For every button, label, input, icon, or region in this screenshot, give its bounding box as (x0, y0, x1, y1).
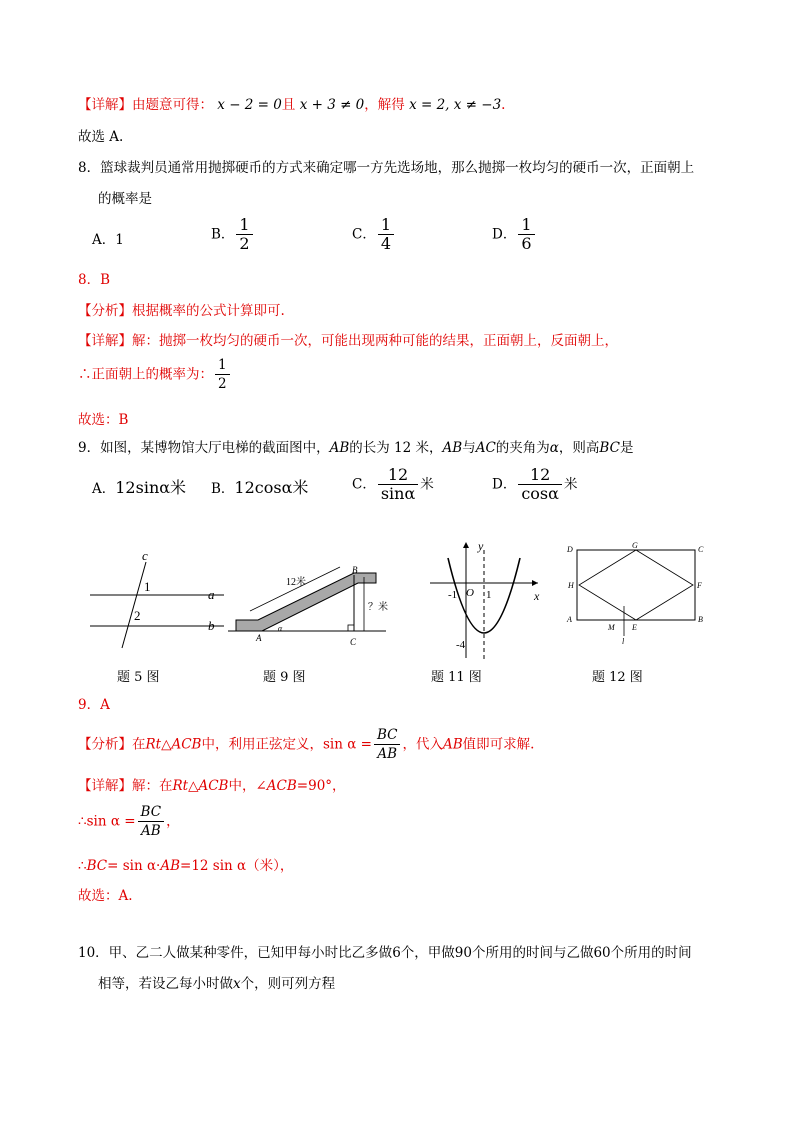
label-a: a (208, 587, 215, 602)
option-label: A． (92, 232, 116, 248)
analysis-text: 在 (132, 736, 146, 753)
q7-detail-line (78, 96, 505, 114)
analysis-text: ，代入 (402, 736, 443, 753)
q9-detail (78, 777, 346, 795)
denominator: AB (377, 746, 398, 762)
numerator: BC (138, 803, 165, 822)
rectangle-ABCD (577, 550, 695, 620)
label-H: H (568, 581, 574, 590)
figure-12 (560, 540, 710, 650)
line-c (122, 562, 146, 648)
label-neg1: -1 (448, 589, 458, 601)
fraction (138, 803, 165, 840)
analysis-text: 根据概率的公式计算即可. (132, 303, 285, 319)
label-b: b (208, 618, 215, 633)
detail-text: 中，∠ (228, 778, 267, 794)
analysis-text: 值即可求解. (462, 736, 535, 753)
label-A: A (567, 615, 572, 624)
q9-answer: 9．A (78, 697, 110, 713)
numerator: 12 (378, 466, 418, 485)
fraction (518, 466, 562, 503)
label-G: G (632, 541, 638, 550)
fraction (236, 216, 252, 253)
segment: AB (442, 440, 463, 456)
numerator: BC (374, 726, 401, 745)
number: 6 (392, 945, 401, 961)
option-value: 12cosα米 (234, 478, 309, 497)
unit: 米 (420, 476, 434, 493)
detail-tag: 【详解】 (78, 97, 132, 113)
number: 60 (593, 945, 611, 961)
figure-12-caption: 题 12 图 (592, 670, 643, 685)
denominator: AB (140, 823, 161, 839)
label-B: B (352, 565, 358, 575)
q9-option-c (352, 466, 434, 503)
segment: BC (86, 858, 108, 874)
rhombus-EFGH (579, 550, 693, 620)
q8-stem-line2: 的概率是 (98, 191, 152, 207)
fraction (518, 216, 534, 253)
denominator: sinα (380, 484, 416, 503)
label-A: A (256, 633, 262, 643)
equation: x + 3 ≠ 0 (299, 97, 365, 113)
q8-option-a (92, 231, 124, 249)
q8-answer: 8．B (78, 272, 111, 288)
denominator: 2 (239, 234, 250, 253)
analysis-text: 中，利用正弦定义，sin α = (201, 736, 372, 753)
segment: AB (160, 858, 181, 874)
option-label: B． (211, 226, 235, 243)
therefore-text: ∴正面朝上的概率为： (78, 366, 213, 383)
detail-text: 解：抛掷一枚均匀的硬币一次，可能出现两种可能的结果，正面朝上，反面朝上， (132, 333, 618, 349)
q8-option-c (352, 216, 396, 253)
fraction (374, 726, 401, 763)
option-label: C． (352, 226, 376, 243)
stem-text: 9．如图，某博物馆大厅电梯的截面图中， (78, 440, 330, 456)
analysis-tag: 【分析】 (78, 736, 132, 753)
denominator: cosα (521, 484, 559, 503)
numerator: 1 (215, 356, 230, 375)
denominator: 2 (218, 376, 227, 392)
result-equation: x = 2, x ≠ −3 (409, 97, 502, 113)
fraction (215, 356, 230, 393)
fraction (378, 466, 418, 503)
triangle: Rt△ACB (172, 778, 229, 794)
q8-option-d (492, 216, 537, 253)
detail-tag: 【详解】 (78, 778, 132, 794)
q10-stem-line2 (98, 975, 335, 993)
solve-text: ，解得 (364, 97, 405, 113)
segment: AC (475, 440, 496, 456)
stem-text: 的夹角为 (495, 440, 550, 456)
denominator: 4 (380, 234, 392, 253)
q9-stem (78, 439, 633, 457)
figure-9 (228, 555, 388, 655)
label-neg4: -4 (456, 639, 466, 651)
denominator: 6 (521, 234, 532, 253)
q7-choose: 故选 A. (78, 129, 124, 145)
equation: x − 2 = 0 (217, 97, 282, 113)
label-2: 2 (134, 608, 141, 623)
q9-option-a (92, 479, 186, 498)
q9-sine (78, 803, 180, 840)
label-c: c (142, 548, 148, 563)
stem-text: 的长为 12 米， (349, 440, 443, 456)
option-label: A． (92, 481, 116, 497)
period: . (501, 97, 506, 113)
detail-text: 解：在 (132, 778, 173, 794)
label-C: C (350, 637, 357, 647)
q8-detail (78, 332, 618, 350)
q9-analysis (78, 726, 534, 763)
stem-text: 10．甲、乙二人做某种零件，已知甲每小时比乙多做 (78, 945, 393, 961)
angle-symbol: α (549, 440, 559, 456)
option-label: B． (211, 481, 235, 497)
q8-choose: 故选：B (78, 412, 129, 428)
option-value: 1 (115, 232, 124, 248)
q8-stem-line1: 8．篮球裁判员通常用抛掷硬币的方式来确定哪一方先选场地，那么抛掷一枚均匀的硬币一次，正面朝上 (78, 160, 695, 176)
q10-stem-line1 (78, 944, 692, 962)
q8-analysis (78, 302, 285, 320)
result-text: = sin α· (107, 858, 161, 874)
figure-11 (420, 536, 550, 662)
stem-text: 个，则可列方程 (240, 976, 336, 992)
stem-text: 个，甲做 (400, 945, 455, 961)
stem-text: 相等，若设乙每小时做 (98, 976, 233, 992)
segment: BC (599, 440, 620, 456)
variable: x (233, 976, 241, 992)
detail-tag: 【详解】 (78, 333, 132, 349)
label-E: E (632, 623, 637, 632)
x-arrow (532, 580, 538, 586)
q8-option-b (211, 216, 255, 253)
angle: ACB (266, 778, 297, 794)
stem-text: ，则高 (558, 440, 600, 456)
conjunction: 且 (281, 97, 296, 113)
figure-5-caption: 题 5 图 (117, 670, 160, 685)
figure-11-caption: 题 11 图 (431, 670, 482, 685)
stem-text: 个所用的时间与乙做 (471, 945, 594, 961)
triangle: Rt△ACB (145, 736, 202, 753)
label-y: y (478, 539, 484, 553)
label-1: 1 (486, 589, 492, 601)
right-angle-mark (348, 625, 354, 631)
option-label: C． (352, 476, 376, 493)
numerator: 12 (518, 466, 562, 485)
numerator: 1 (518, 216, 534, 235)
label-length: 12米 (286, 577, 306, 588)
label-origin: O (466, 587, 474, 599)
label-x: x (534, 589, 540, 603)
label-C: C (698, 545, 704, 554)
label-D: D (567, 545, 573, 554)
figure-5 (84, 540, 234, 660)
label-1: 1 (144, 579, 151, 594)
q9-option-b (211, 479, 308, 498)
escalator-shape (236, 573, 376, 631)
label-M: M (608, 623, 615, 632)
stem-text: 是 (619, 440, 634, 456)
label-height: ？米 (368, 602, 388, 613)
fraction (378, 216, 394, 253)
number: 90 (454, 945, 472, 961)
option-label: D． (492, 226, 517, 243)
result-text: =12 sin α（米）， (180, 858, 294, 874)
label-l: l (622, 637, 625, 646)
therefore: ∴ (78, 858, 87, 874)
segment: AB (442, 736, 463, 753)
figure-9-caption: 题 9 图 (263, 670, 306, 685)
q9-choose: 故选：A. (78, 888, 133, 904)
stem-text: 个所用的时间 (610, 945, 692, 961)
detail-text: 由题意可得： (132, 97, 213, 113)
option-label: D． (492, 476, 517, 493)
analysis-tag: 【分析】 (78, 303, 132, 319)
punctuation: ， (166, 813, 180, 830)
sine-text: ∴sin α = (78, 813, 136, 830)
q9-bc-result (78, 857, 293, 875)
numerator: 1 (236, 216, 252, 235)
q8-probability (78, 356, 232, 393)
y-arrow (463, 542, 469, 548)
label-alpha: α (278, 624, 283, 633)
label-B: B (698, 615, 703, 624)
detail-text: =90°， (296, 778, 346, 794)
stem-text: 与 (462, 440, 476, 456)
unit: 米 (563, 476, 578, 493)
label-F: F (697, 581, 702, 590)
option-value: 12sinα米 (115, 478, 187, 497)
numerator: 1 (378, 216, 394, 235)
segment: AB (329, 440, 350, 456)
q9-option-d (492, 466, 577, 503)
